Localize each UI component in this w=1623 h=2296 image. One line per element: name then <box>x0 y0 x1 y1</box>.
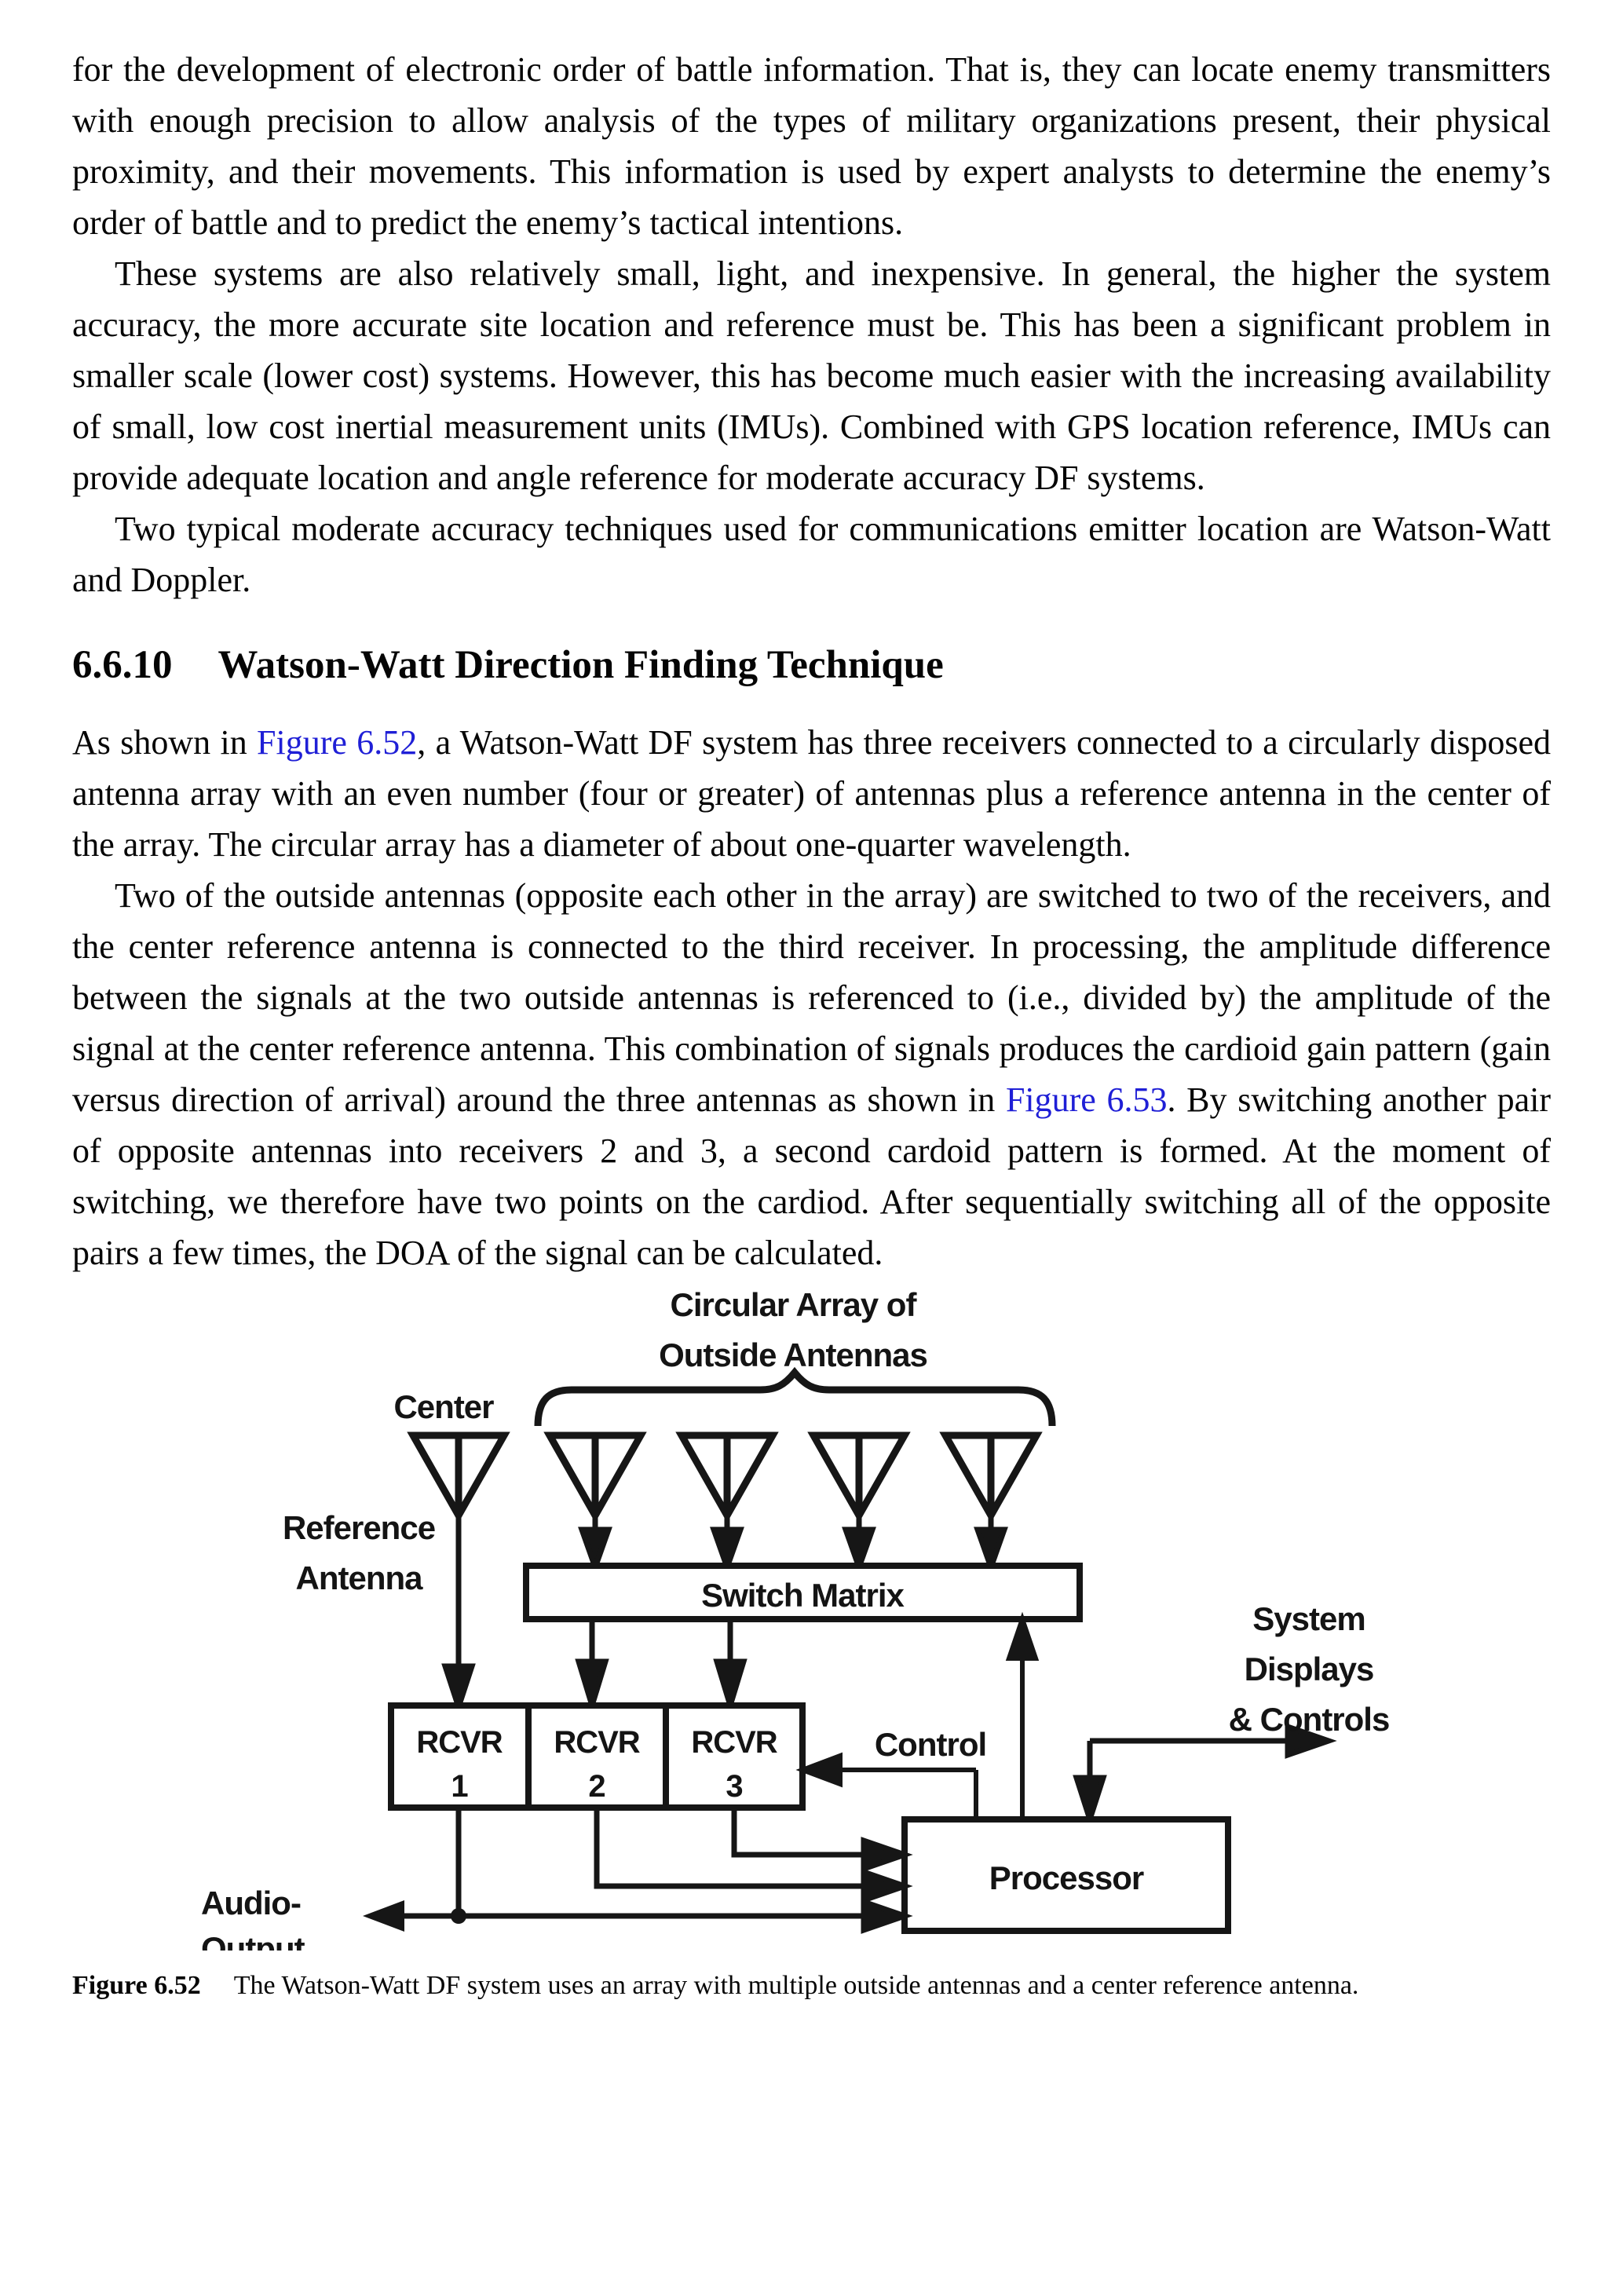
reference-antenna-icon <box>413 1435 504 1515</box>
section-title: Watson-Watt Direction Finding Technique <box>217 643 944 687</box>
center-label: Center <box>393 1388 494 1425</box>
array-label-line1: Circular Array of <box>670 1286 916 1323</box>
paragraph-text: Two of the outside antennas (opposite each other in the array) are switched to two of the receivers, and the center reference antenna is connected to the third receiver. In processing, the amplitude difference between the signals at the two outside antennas is referenced to (i.e., divided by) the amplitude of the signal at the center reference antenna. This combination of signals produces the cardioid gain pattern (gain versus direction of arrival) around the three antennas as shown in <box>72 876 1551 1119</box>
audio-label-line1: Audio- <box>201 1885 301 1921</box>
paragraph-text: . By switching another pair of opposite antennas into receivers 2 and 3, a second cardoid pattern is formed. At the moment of switching, we therefore have two points on the cardiod. After sequentially switching all of the opposite pairs a few times, the DOA of the signal can be calculated. <box>72 1080 1551 1272</box>
rcvr-1-number: 1 <box>451 1769 468 1804</box>
paragraph-text: As shown in <box>72 723 258 762</box>
reference-label-line2: Antenna <box>295 1559 422 1596</box>
rcvr-2-label: RCVR <box>554 1725 640 1760</box>
figure-caption-text: The Watson-Watt DF system uses an array with multiple outside antennas and a center reference antenna. <box>233 1971 1359 2000</box>
junction-dot <box>451 1908 466 1924</box>
processor-to-switch-arrow <box>1009 1619 1036 1819</box>
rcvr-3-number: 3 <box>726 1769 743 1804</box>
paragraph: Two typical moderate accuracy techniques used for communications emitter location are Watson-Watt and Doppler. <box>72 510 1551 599</box>
control-arrow <box>802 1756 976 1819</box>
figure-652-link[interactable]: Figure 6.52 <box>257 723 418 762</box>
watson-watt-df-diagram <box>165 1281 1406 1951</box>
paragraph: for the development of electronic order of battle information. That is, they can locate enemy transmitters with enough precision to allow analysis of the types of military organizations present, their physical proximity, and their movements. This information is used by expert analysts to determine the enemy’s order of battle and to predict the enemy’s tactical intentions. <box>72 50 1551 242</box>
section-number: 6.6.10 <box>72 643 173 687</box>
paragraph: These systems are also relatively small, light, and inexpensive. In general, the higher the system accuracy, the more accurate site location and reference must be. This has been a significant problem in smaller scale (lower cost) systems. However, this has become much easier with the increasing availability of small, low cost inertial measurement units (IMUs). Combined with GPS location reference, IMUs can provide adequate location and angle reference for moderate accuracy DF systems. <box>72 254 1551 497</box>
figure-caption <box>72 1969 1551 2003</box>
brace <box>538 1373 1052 1426</box>
figure-caption-label: Figure 6.52 <box>72 1971 201 2000</box>
system-label-line3: & Controls <box>1228 1701 1390 1738</box>
figure-653-link[interactable]: Figure 6.53 <box>1005 1080 1168 1119</box>
rcvr-3-label: RCVR <box>691 1725 777 1760</box>
receiver-boxes <box>391 1706 802 1808</box>
audio-output-arrow <box>363 1900 404 1932</box>
outside-antenna-icon <box>813 1435 905 1515</box>
audio-label-line2: Output <box>201 1930 305 1951</box>
switch-matrix-output-arrows <box>579 1619 744 1706</box>
rcvr-1-label: RCVR <box>416 1725 503 1760</box>
outside-antenna-icon <box>682 1435 773 1515</box>
receiver-output-arrows <box>400 1808 905 1930</box>
paragraph <box>72 717 1551 870</box>
outside-antenna-icon <box>550 1435 641 1515</box>
paragraph-text: , a Watson-Watt DF system has three receivers connected to a circularly disposed antenna array with an even number (four or greater) of antennas plus a reference antenna in the center of the array. The circular array has a diameter of about one-quarter wavelength. <box>72 723 1551 864</box>
reference-feed-arrow <box>445 1515 472 1707</box>
system-label-line1: System <box>1252 1600 1365 1637</box>
reference-label-line1: Reference <box>282 1509 436 1546</box>
array-label-line2: Outside Antennas <box>659 1336 927 1373</box>
outside-antenna-icon <box>945 1435 1036 1515</box>
processor-display-arrows <box>1077 1727 1329 1819</box>
processor-label: Processor <box>989 1859 1144 1896</box>
control-label: Control <box>874 1726 987 1763</box>
rcvr-2-number: 2 <box>588 1769 605 1804</box>
paragraph <box>72 870 1551 1278</box>
antenna-feed-arrows <box>582 1515 1004 1567</box>
figure-6-52 <box>165 1281 1551 1954</box>
section-heading <box>72 642 1551 689</box>
switch-matrix-label: Switch Matrix <box>701 1577 904 1614</box>
system-label-line2: Displays <box>1244 1651 1374 1687</box>
